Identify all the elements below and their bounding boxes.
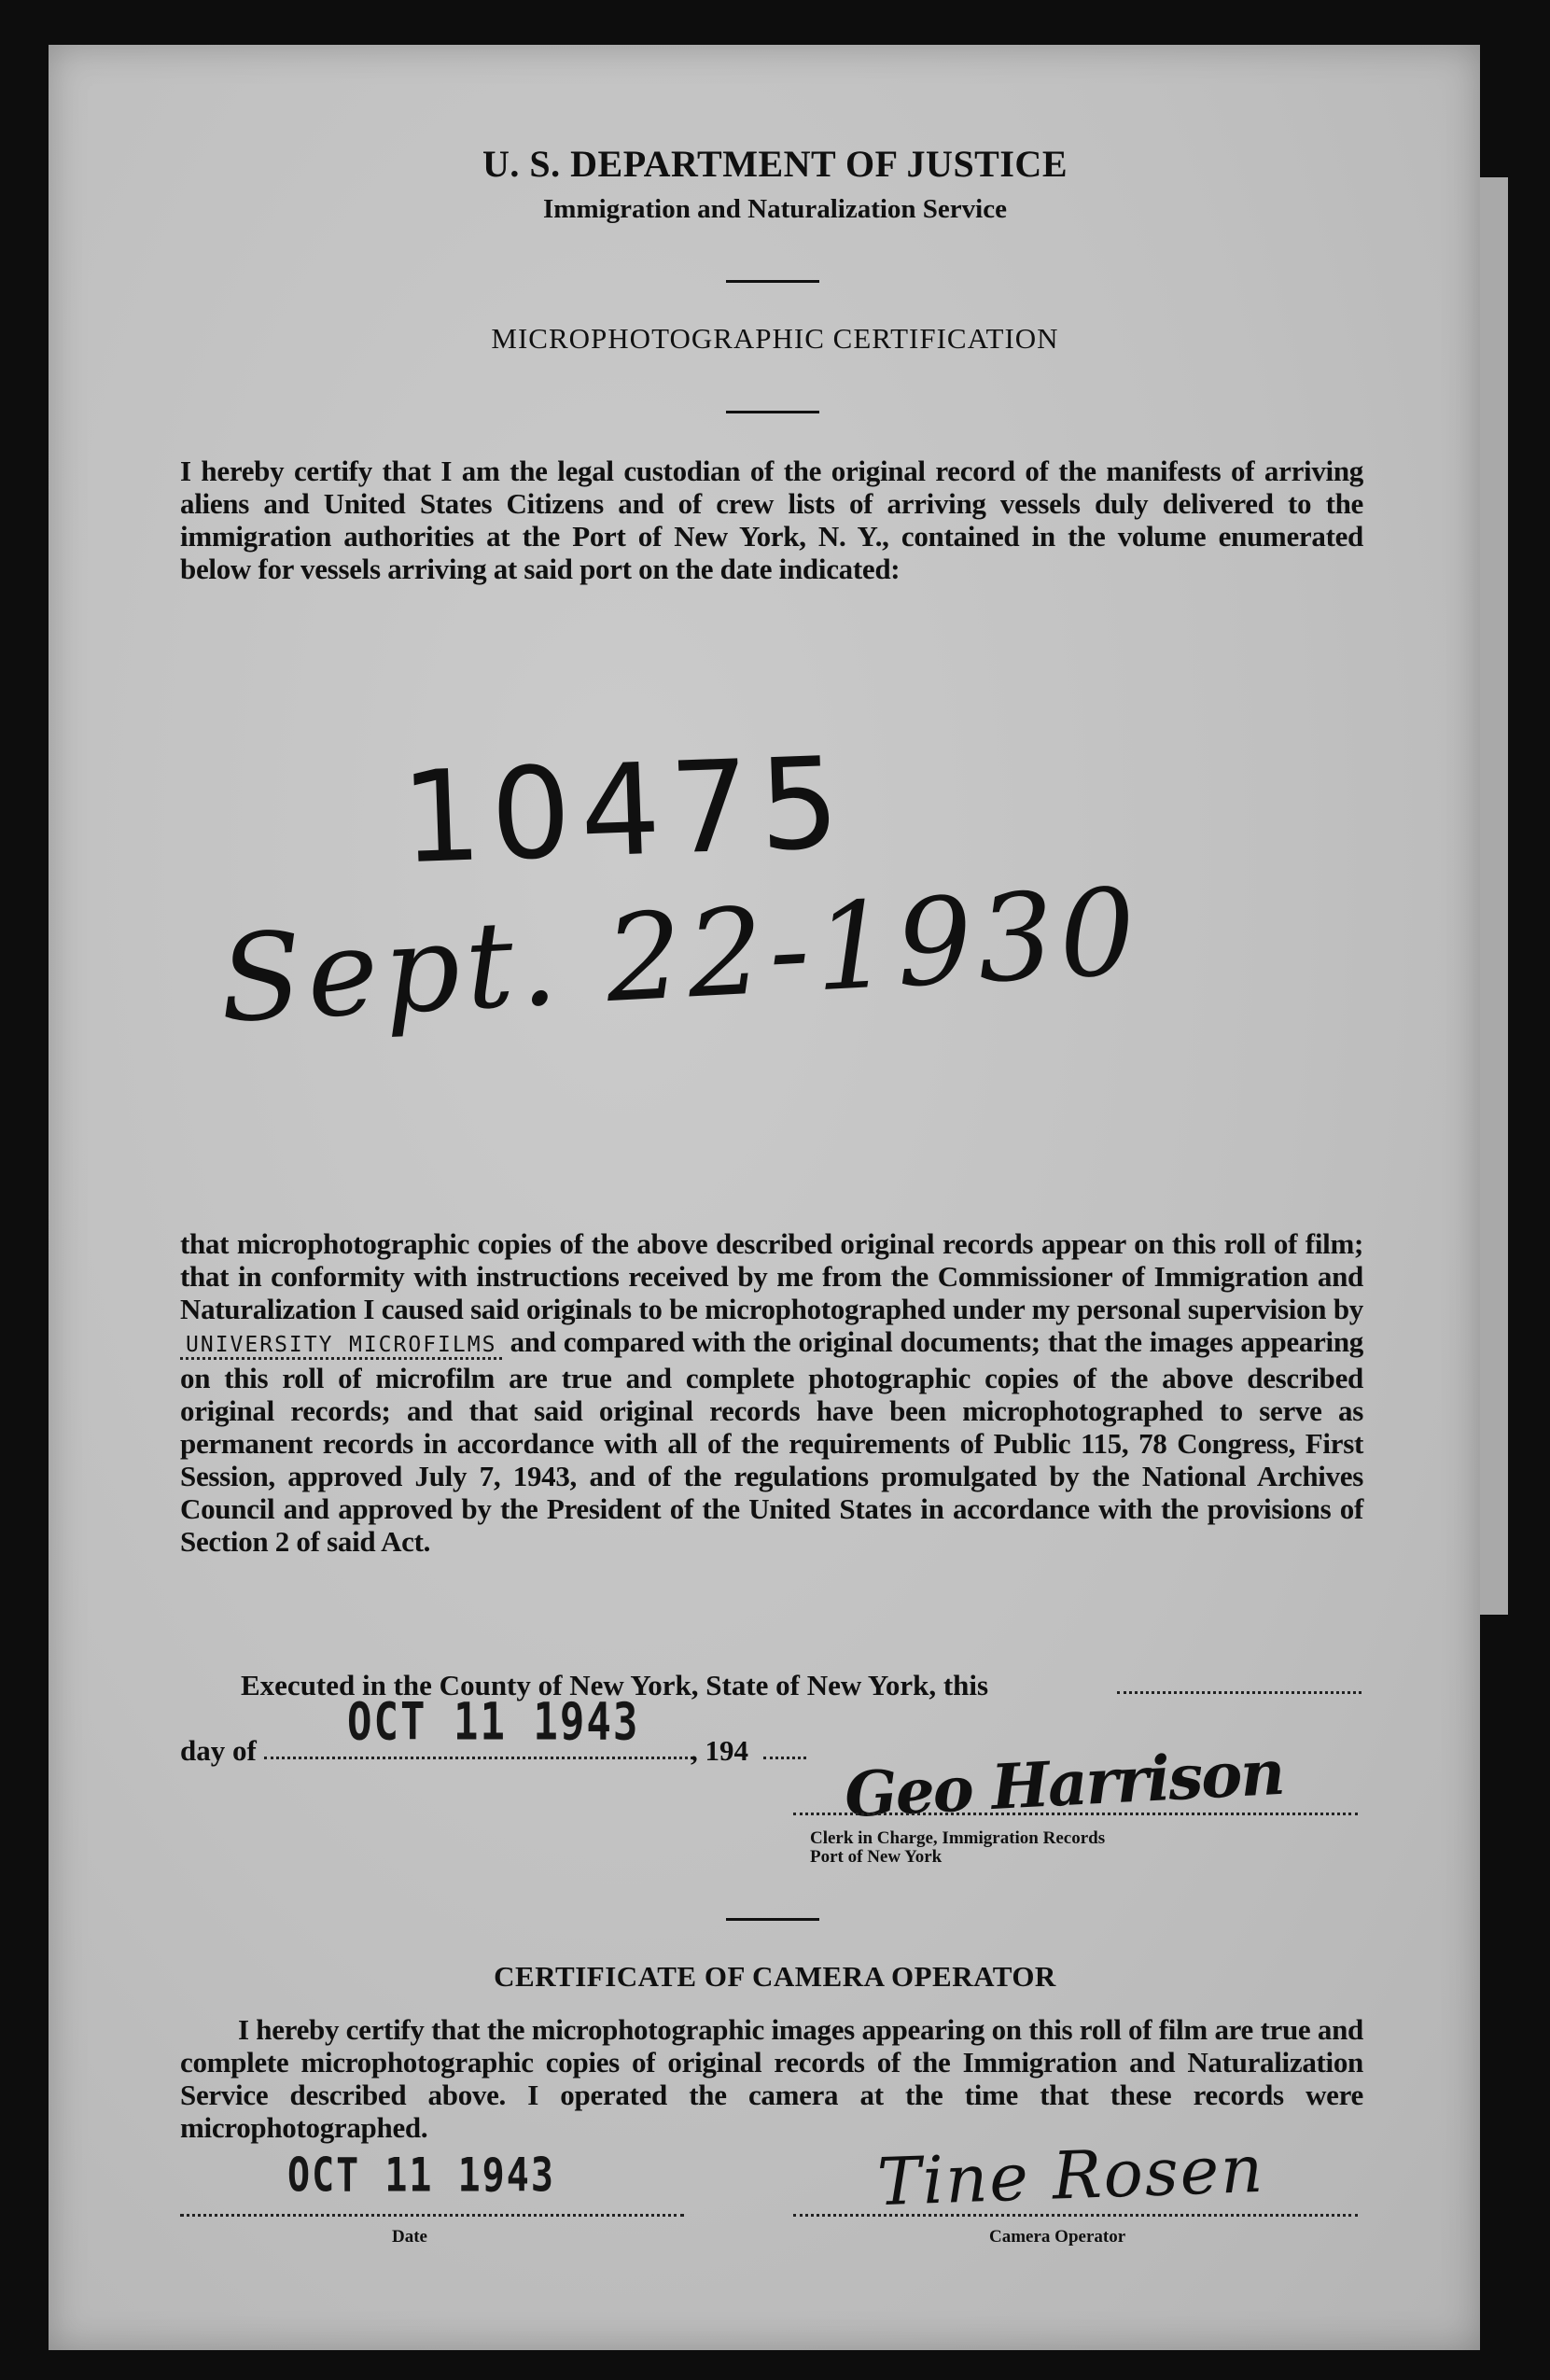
- intro-paragraph: I hereby certify that I am the legal custodian of the original record of the manifests of arriving aliens and United States Citizens and of crew lists of arriving vessels duly delivered to the immigration authorities at the Port of New York, N. Y., contained in the volume enumerated below for vessels arriving at said port on the date indicated:: [180, 455, 1363, 585]
- camera-operator-line: [793, 2214, 1358, 2217]
- certification-text-part2: and compared with the original documents; that the images appearing on this roll of microfilm are true and complete photographic copies of the above described original records; and that said original records have been microphotographed to serve as permanent records in accordance with all of the requirements of Public 115, 78 Congress, First Session, approved July 7, 1943, and of the regulations promulgated by the National Archives Council and approved by the President of the United States in accordance with the provisions of Section 2 of said Act.: [180, 1325, 1364, 1558]
- camera-certificate-text: I hereby certify that the microphotographic images appearing on this roll of film are true and complete microphotographic copies of original records of the Immigration and Naturalization Service described above. I operated the camera at the time that these records were microphotographed.: [180, 2013, 1363, 2144]
- service-subheading: Immigration and Naturalization Service: [543, 194, 1007, 224]
- clerk-port: Port of New York: [810, 1847, 943, 1867]
- execution-day-blank: [1117, 1691, 1361, 1694]
- handwritten-volume-number: 10475: [398, 729, 852, 892]
- form-title: MICROPHOTOGRAPHIC CERTIFICATION: [491, 322, 1059, 355]
- department-heading: U. S. DEPARTMENT OF JUSTICE: [482, 143, 1068, 185]
- clerk-signature-line: [793, 1813, 1358, 1815]
- day-of-blank: [264, 1757, 693, 1759]
- date-label: Date: [392, 2227, 427, 2247]
- camera-date-line: [180, 2214, 684, 2217]
- clerk-title: Clerk in Charge, Immigration Records: [810, 1828, 1106, 1848]
- camera-date-stamp: OCT 11 1943: [287, 2149, 555, 2203]
- certification-text-part1: that microphotographic copies of the above described original records appear on this roll of film; that in conformity with instructions received by me from the Commissioner of Immigration and Naturalization I caused said originals to be microphotographed under my personal supervision by: [180, 1227, 1363, 1325]
- day-of-label: day of: [180, 1734, 257, 1767]
- section-divider: [726, 1918, 819, 1921]
- supervisor-stamp: UNIVERSITY MICROFILMS: [180, 1333, 502, 1360]
- camera-certificate-title: CERTIFICATE OF CAMERA OPERATOR: [494, 1960, 1056, 1993]
- execution-date-stamp: OCT 11 1943: [347, 1692, 640, 1753]
- camera-operator-label: Camera Operator: [989, 2227, 1126, 2247]
- clerk-signature: Geo Harrison: [843, 1735, 1285, 1832]
- handwritten-date: Sept. 22-1930: [216, 862, 1145, 1050]
- camera-operator-signature: Tine Rosen: [875, 2130, 1266, 2221]
- year-blank: [763, 1757, 806, 1759]
- certification-paragraph: [180, 1227, 1363, 1558]
- execution-line: Executed in the County of New York, State of New York, this: [241, 1669, 989, 1701]
- document-page: [49, 45, 1480, 2350]
- header-divider-top: [726, 280, 819, 283]
- header-divider-bottom: [726, 411, 819, 413]
- year-prefix: , 194: [691, 1734, 748, 1767]
